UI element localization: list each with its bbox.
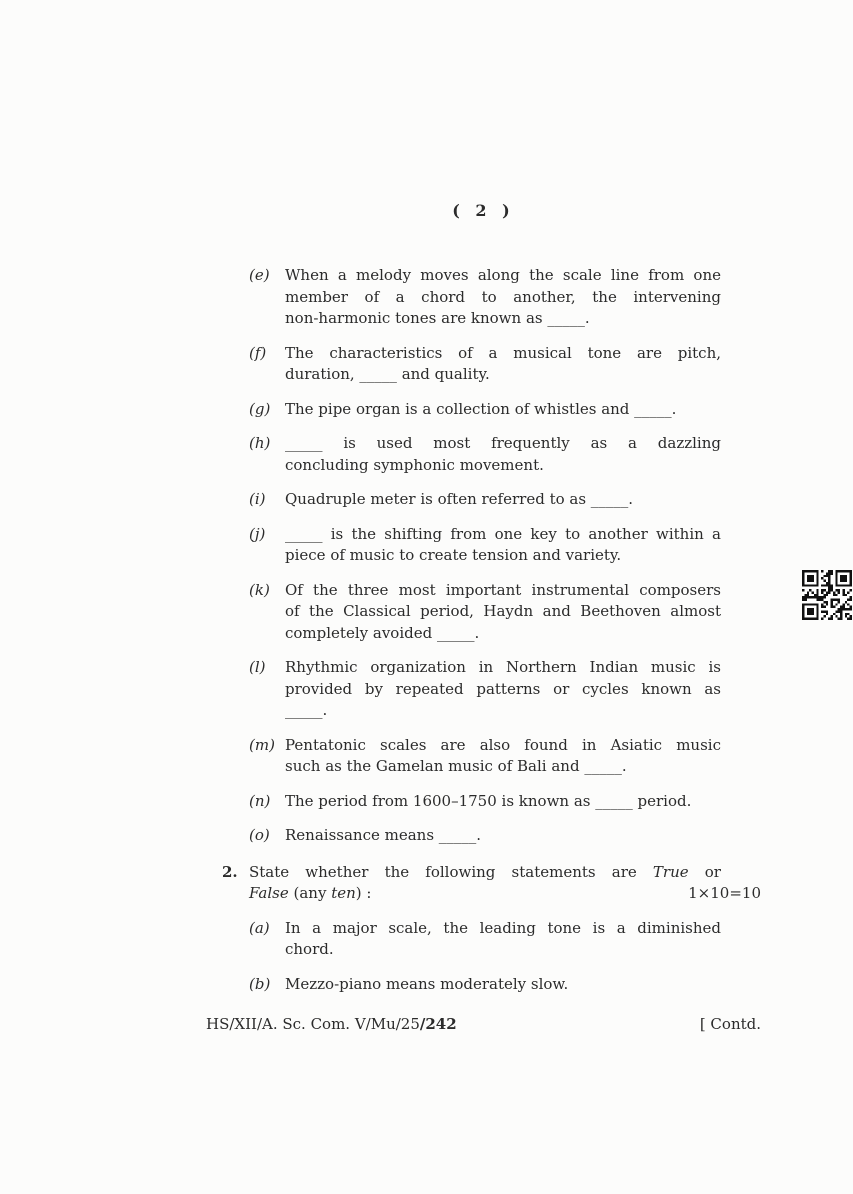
list-item (249, 974, 721, 996)
qr-code (802, 569, 852, 621)
item-text: Rhythmic organization in Northern Indian music is provided by repeated patterns or cycles known as _____. (285, 658, 721, 719)
list-item (249, 735, 721, 778)
true-false-list (249, 918, 721, 996)
item-text: The characteristics of a musical tone are pitch, duration, _____ and quality. (285, 343, 721, 383)
question-2 (206, 862, 761, 905)
list-item (249, 657, 721, 722)
item-label: (m) (249, 735, 275, 754)
list-item (249, 791, 721, 813)
item-text: The period from 1600–1750 is known as _____ period. (285, 791, 692, 810)
list-item (249, 918, 721, 961)
contd-label: [ Contd. (699, 1015, 761, 1033)
item-text: Of the three most important instrumental composers of the Classical period, Haydn and Beethoven almost completely avoided _____. (285, 580, 721, 642)
item-label: (f) (249, 343, 267, 362)
list-item (249, 825, 721, 847)
fill-blank-list (249, 265, 721, 847)
item-text: Renaissance means _____. (285, 826, 482, 844)
item-text: Mezzo-piano means moderately slow. (285, 974, 569, 993)
content-column (206, 265, 761, 1008)
list-item (249, 580, 721, 645)
item-label: (h) (249, 434, 271, 452)
page-number: ( 2 ) (452, 201, 515, 220)
list-item (249, 399, 721, 421)
question-number: 2. (222, 862, 238, 881)
item-label: (b) (249, 974, 271, 993)
item-text: In a major scale, the leading tone is a diminished chord. (285, 918, 721, 958)
list-item (249, 489, 721, 511)
item-label: (a) (249, 918, 270, 937)
list-item (249, 343, 721, 386)
item-text: The pipe organ is a collection of whistles and _____. (285, 399, 677, 418)
item-text: Pentatonic scales are also found in Asiatic music such as the Gamelan music of Bali and _____. (285, 735, 721, 775)
item-label: (i) (249, 490, 266, 508)
item-label: (l) (249, 658, 266, 676)
item-label: (n) (249, 791, 271, 810)
item-text: When a melody moves along the scale line from one member of a chord to another, the intervening non-harmonic tones are known as _____. (285, 266, 721, 327)
page-footer (206, 1014, 761, 1035)
paper-code: HS/XII/A. Sc. Com. V/Mu/25/242 (206, 1015, 457, 1033)
question-marks: 1×10=10 (688, 884, 761, 902)
list-item (249, 265, 721, 330)
item-text: _____ is used most frequently as a dazzling concluding symphonic movement. (285, 434, 721, 474)
item-label: (g) (249, 399, 271, 418)
item-label: (j) (249, 524, 266, 543)
item-text: _____ is the shifting from one key to another within a piece of music to create tension and variety. (285, 524, 721, 564)
list-item (249, 524, 721, 567)
item-label: (k) (249, 580, 270, 599)
item-label: (e) (249, 266, 270, 284)
item-label: (o) (249, 826, 270, 844)
question-text: State whether the following statements are True or False (any ten) : (249, 862, 721, 902)
list-item (249, 433, 721, 476)
item-text: Quadruple meter is often referred to as _____. (285, 490, 634, 508)
